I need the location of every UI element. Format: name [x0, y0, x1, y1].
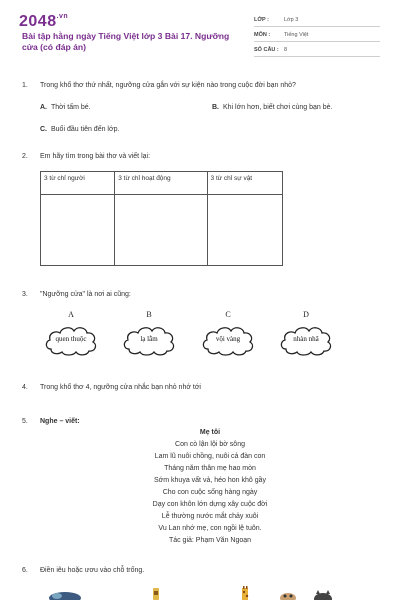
giraffe-illustration-icon: [233, 586, 257, 600]
poem-line-6: Dạy con khôn lớn dựng xây cuộc đời: [152, 501, 268, 508]
meta-subject: [254, 29, 380, 42]
poem-line-4: Sớm khuya vất vả, héo hon khô gầy: [154, 477, 266, 484]
cat-illustration-icon: [312, 590, 334, 600]
cloud-a-letter: A: [68, 310, 74, 319]
cloud-option-c-text: vội vàng: [215, 335, 241, 343]
meta-class-key: LỚP :: [254, 17, 269, 23]
q1-number: 1.: [22, 82, 28, 89]
q1-option-c[interactable]: [40, 126, 119, 133]
q1-text: Trong khổ thơ thứ nhất, ngưỡng cửa gắn với sự kiện nào trong cuộc đời bạn nhỏ?: [40, 82, 296, 89]
poem-line-3: Tháng năm thân mẹ hao mòn: [164, 465, 256, 472]
bottle-illustration-icon: [150, 588, 162, 600]
table-header-things: 3 từ chỉ sự vật: [207, 172, 282, 195]
cloud-option-c[interactable]: [200, 323, 256, 357]
q3-number: 3.: [22, 291, 28, 298]
poem-line-8: Vu Lan nhớ mẹ, con ngồi lệ tuôn.: [158, 525, 262, 532]
cloud-option-a-text: quen thuộc: [55, 335, 87, 343]
meta-count-key: SỐ CÂU :: [254, 47, 279, 53]
q3-text: "Ngưỡng cửa" là nơi ai cũng:: [40, 291, 131, 298]
owl-illustration-icon: [278, 590, 298, 600]
q6-number: 6.: [22, 567, 28, 574]
meta-subject-value: Tiếng Việt: [284, 32, 309, 38]
meta-count-value: 8: [284, 47, 288, 53]
q1-option-b-letter: B.: [212, 104, 219, 111]
q6-text: Điền iêu hoặc ươu vào chỗ trống.: [40, 567, 145, 574]
cloud-option-d[interactable]: [278, 323, 334, 357]
cloud-option-b[interactable]: [121, 323, 177, 357]
table-cell-actions[interactable]: [115, 195, 207, 266]
meta-class-value: Lớp 3: [284, 17, 299, 23]
poem-line-5: Cho con cuộc sống hàng ngày: [162, 489, 258, 496]
q5-text: Nghe – viết:: [40, 418, 80, 425]
bird-illustration-icon: [45, 588, 85, 600]
q2-text: Em hãy tìm trong bài thơ và viết lại:: [40, 153, 151, 160]
cloud-d-letter: D: [303, 310, 309, 319]
table-cell-people[interactable]: [41, 195, 115, 266]
cloud-b-letter: B: [146, 310, 152, 319]
q1-option-b[interactable]: [212, 104, 333, 111]
q1-option-b-text: Khi lớn hơn, biết chơi cùng bạn bè.: [223, 104, 333, 111]
answer-table: [40, 171, 283, 266]
poem-line-1: Con cò lận lội bờ sông: [175, 441, 245, 448]
table-header-people: 3 từ chỉ người: [41, 172, 115, 195]
q4-text: Trong khổ thơ 4, ngưỡng cửa nhắc bạn nhỏ nhớ tới: [40, 384, 201, 391]
q1-option-c-letter: C.: [40, 126, 47, 133]
meta-subject-key: MÔN :: [254, 32, 271, 38]
q1-option-a-letter: A.: [40, 104, 47, 111]
meta-class: [254, 14, 380, 27]
page-title: Bài tập hằng ngày Tiếng Việt lớp 3 Bài 17. Ngưỡng cửa (có đáp án): [22, 31, 230, 52]
cloud-option-b-text: lạ lẫm: [140, 335, 158, 343]
q1-option-c-text: Buổi đầu tiên đến lớp.: [51, 126, 120, 133]
cloud-option-a[interactable]: [43, 323, 99, 357]
cloud-option-d-text: nhàn nhã: [293, 335, 319, 343]
q4-number: 4.: [22, 384, 28, 391]
poem-line-7: Lễ thường nước mắt chảy xuôi: [161, 513, 259, 520]
logo-text: 2048: [19, 13, 57, 30]
site-logo[interactable]: [19, 13, 68, 31]
table-cell-things[interactable]: [207, 195, 282, 266]
q1-option-a[interactable]: [40, 104, 91, 111]
poem-author: Tác giả: Phạm Văn Ngoạn: [168, 537, 252, 544]
q2-number: 2.: [22, 153, 28, 160]
q1-option-a-text: Thời tấm bé.: [51, 104, 91, 111]
q5-number: 5.: [22, 418, 28, 425]
logo-suffix: .vn: [56, 13, 69, 20]
poem-title: Mẹ tôi: [199, 429, 221, 436]
poem-line-2: Lam lũ nuôi chồng, nuôi cả đàn con: [154, 453, 266, 460]
cloud-c-letter: C: [225, 310, 231, 319]
meta-count: [254, 44, 380, 57]
table-header-actions: 3 từ chỉ hoạt động: [115, 172, 207, 195]
